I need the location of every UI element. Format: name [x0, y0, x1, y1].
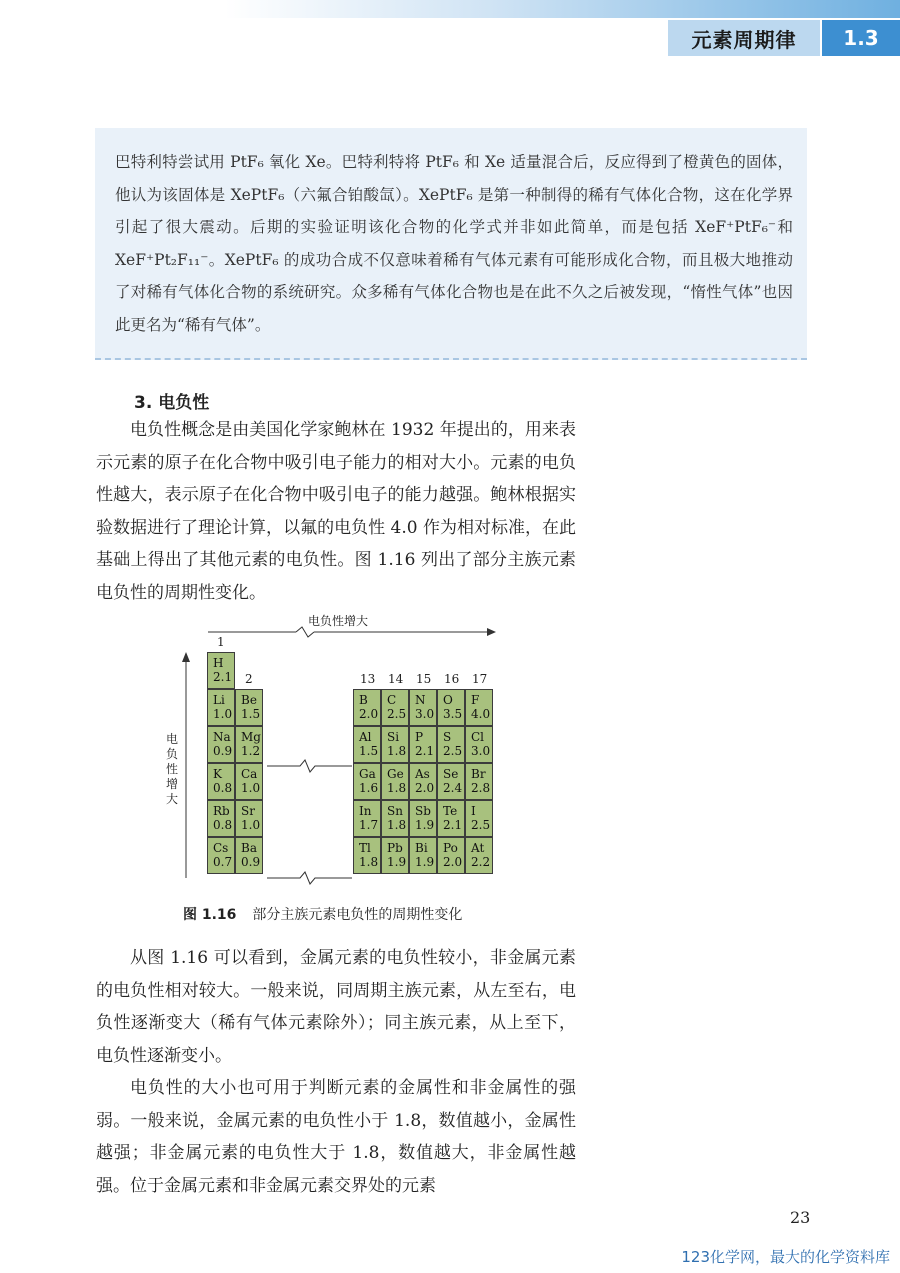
element-electronegativity: 2.0: [415, 781, 435, 795]
element-symbol: Bi: [415, 841, 428, 855]
element-symbol: I: [471, 804, 476, 818]
paragraph-3: 电负性的大小也可用于判断元素的金属性和非金属性的强弱。一般来说，金属元素的电负性小于 1.8，数值越小，金属性越强；非金属元素的电负性大于 1.8，数值越大，非金属性越强。位于金属元素和非金属元素交界处的元素: [96, 1078, 576, 1196]
element-cell-se: [437, 763, 465, 800]
element-symbol: At: [471, 841, 485, 855]
element-electronegativity: 0.8: [213, 818, 233, 832]
element-electronegativity: 1.0: [241, 781, 261, 795]
element-symbol: Po: [443, 841, 458, 855]
element-symbol: Cl: [471, 730, 485, 744]
group-label: 16: [444, 672, 460, 686]
element-electronegativity: 1.2: [241, 744, 261, 758]
element-cell-li: [207, 689, 235, 726]
watermark-text: 123化学网，最大的化学资料库: [681, 1248, 890, 1266]
element-cell-cs: [207, 837, 235, 874]
element-cell-al: [353, 726, 381, 763]
element-symbol: Na: [213, 730, 231, 744]
element-electronegativity: 0.7: [213, 855, 233, 869]
element-symbol: Sn: [387, 804, 403, 818]
element-cell-h: [207, 652, 235, 689]
element-electronegativity: 1.9: [387, 855, 407, 869]
element-electronegativity: 1.5: [241, 707, 261, 721]
element-symbol: Mg: [241, 730, 261, 744]
vertical-axis-label: 电负性增大: [166, 732, 179, 806]
figure-caption-text: 部分主族元素电负性的周期性变化: [252, 907, 463, 923]
element-electronegativity: 2.5: [443, 744, 463, 758]
element-symbol: Ba: [241, 841, 257, 855]
element-cell-si: [381, 726, 409, 763]
section-heading: 3. 电负性: [134, 393, 210, 413]
element-cell-p: [409, 726, 437, 763]
element-cell-f: [465, 689, 493, 726]
info-box-text: 巴特利特尝试用 PtF₆ 氧化 Xe。巴特利特将 PtF₆ 和 Xe 适量混合后，反应得到了橙黄色的固体，他认为该固体是 XePtF₆（六氟合铂酸氙）。XePtF₆ 是第一种制得的稀有气体化合物，这在化学界引起了很大震动。后期的实验证明该化合物的化学式并非如此简单，而是包括 XeF⁺PtF₆⁻和 XeF⁺Pt₂F₁₁⁻。XePtF₆ 的成功合成不仅意味着稀有气体元素有可能形成化合物，而且极大地推动了对稀有气体化合物的系统研究。众多稀有气体化合物也是在此不久之后被发现，“惰性气体”也因此更名为“稀有气体”。: [115, 153, 793, 334]
element-symbol: As: [415, 767, 430, 781]
element-cell-n: [409, 689, 437, 726]
element-electronegativity: 1.8: [387, 818, 407, 832]
element-cell-ba: [235, 837, 263, 874]
element-cell-k: [207, 763, 235, 800]
element-electronegativity: 1.8: [387, 781, 407, 795]
element-electronegativity: 2.1: [213, 670, 233, 684]
figure-caption: [183, 904, 462, 924]
element-electronegativity: 1.0: [241, 818, 261, 832]
element-electronegativity: 2.8: [471, 781, 491, 795]
element-electronegativity: 3.5: [443, 707, 463, 721]
element-electronegativity: 4.0: [471, 707, 491, 721]
element-electronegativity: 2.4: [443, 781, 463, 795]
element-symbol: B: [359, 693, 368, 707]
element-electronegativity: 2.1: [443, 818, 463, 832]
element-cell-sn: [381, 800, 409, 837]
element-cell-cl: [465, 726, 493, 763]
element-symbol: Tl: [359, 841, 371, 855]
element-symbol: Si: [387, 730, 400, 744]
element-electronegativity: 3.0: [415, 707, 435, 721]
element-electronegativity: 1.8: [387, 744, 407, 758]
section-number: 1.3: [822, 20, 900, 56]
element-cell-br: [465, 763, 493, 800]
element-symbol: H: [213, 656, 224, 670]
element-symbol: Pb: [387, 841, 403, 855]
element-electronegativity: 2.5: [471, 818, 491, 832]
element-symbol: P: [415, 730, 424, 744]
element-cell-at: [465, 837, 493, 874]
element-cell-c: [381, 689, 409, 726]
element-symbol: Al: [359, 730, 372, 744]
element-symbol: Br: [471, 767, 486, 781]
element-symbol: Cs: [213, 841, 229, 855]
element-symbol: O: [443, 693, 453, 707]
paragraph-2: 从图 1.16 可以看到，金属元素的电负性较小，非金属元素的电负性相对较大。一般来说，同周期主族元素，从左至右，电负性逐渐变大（稀有气体元素除外）；同主族元素，从上至下，电负性逐渐变小。: [96, 948, 576, 1066]
element-symbol: Sb: [415, 804, 431, 818]
group-label: 14: [388, 672, 404, 686]
element-electronegativity: 3.0: [471, 744, 491, 758]
element-electronegativity: 0.8: [213, 781, 233, 795]
element-symbol: Rb: [213, 804, 230, 818]
element-electronegativity: 1.0: [213, 707, 233, 721]
element-cell-as: [409, 763, 437, 800]
element-cell-be: [235, 689, 263, 726]
element-cell-sb: [409, 800, 437, 837]
element-symbol: C: [387, 693, 397, 707]
element-symbol: Be: [241, 693, 257, 707]
element-cell-s: [437, 726, 465, 763]
element-electronegativity: 1.8: [359, 855, 379, 869]
element-electronegativity: 2.2: [471, 855, 491, 869]
element-cell-ga: [353, 763, 381, 800]
element-cell-bi: [409, 837, 437, 874]
element-electronegativity: 2.5: [387, 707, 407, 721]
element-electronegativity: 1.7: [359, 818, 379, 832]
paragraph-1: 电负性概念是由美国化学家鲍林在 1932 年提出的，用来表示元素的原子在化合物中吸引电子能力的相对大小。元素的电负性越大，表示原子在化合物中吸引电子的能力越强。鲍林根据实验数据进行了理论计算，以氟的电负性 4.0 作为相对标准，在此基础上得出了其他元素的电负性。图 1.16 列出了部分主族元素电负性的周期性变化。: [96, 420, 576, 603]
element-electronegativity: 1.6: [359, 781, 379, 795]
element-cell-in: [353, 800, 381, 837]
horizontal-axis-label: 电负性增大: [308, 614, 369, 628]
element-cell-o: [437, 689, 465, 726]
element-symbol: Ca: [241, 767, 258, 781]
group-label: 1: [217, 635, 225, 649]
element-cell-mg: [235, 726, 263, 763]
info-box: [95, 128, 807, 360]
element-electronegativity: 2.0: [443, 855, 463, 869]
element-symbol: Se: [443, 767, 459, 781]
element-cell-tl: [353, 837, 381, 874]
element-symbol: In: [359, 804, 372, 818]
element-symbol: N: [415, 693, 426, 707]
group-label: 13: [360, 672, 376, 686]
element-cell-te: [437, 800, 465, 837]
element-symbol: S: [443, 730, 452, 744]
element-symbol: K: [213, 767, 222, 781]
element-cell-i: [465, 800, 493, 837]
group-label: 2: [245, 672, 253, 686]
element-cell-pb: [381, 837, 409, 874]
element-cell-ge: [381, 763, 409, 800]
element-symbol: Li: [213, 693, 225, 707]
element-cell-rb: [207, 800, 235, 837]
element-electronegativity: 1.9: [415, 818, 435, 832]
page-number: 23: [790, 1208, 811, 1227]
element-electronegativity: 2.1: [415, 744, 435, 758]
group-label: 17: [472, 672, 488, 686]
element-symbol: Sr: [241, 804, 255, 818]
element-electronegativity: 1.5: [359, 744, 379, 758]
element-electronegativity: 1.9: [415, 855, 435, 869]
element-cell-b: [353, 689, 381, 726]
element-cell-sr: [235, 800, 263, 837]
element-symbol: Ge: [387, 767, 404, 781]
element-cell-na: [207, 726, 235, 763]
figure-caption-number: 图 1.16: [183, 907, 237, 923]
element-cell-po: [437, 837, 465, 874]
group-label: 15: [416, 672, 432, 686]
element-symbol: F: [471, 693, 480, 707]
electronegativity-figure: [160, 608, 520, 898]
header-gradient-bar: [0, 0, 900, 18]
element-electronegativity: 0.9: [213, 744, 233, 758]
element-symbol: Te: [443, 804, 458, 818]
chapter-title: 元素周期律: [668, 20, 820, 56]
element-electronegativity: 2.0: [359, 707, 379, 721]
element-symbol: Ga: [359, 767, 376, 781]
element-cell-ca: [235, 763, 263, 800]
element-electronegativity: 0.9: [241, 855, 261, 869]
